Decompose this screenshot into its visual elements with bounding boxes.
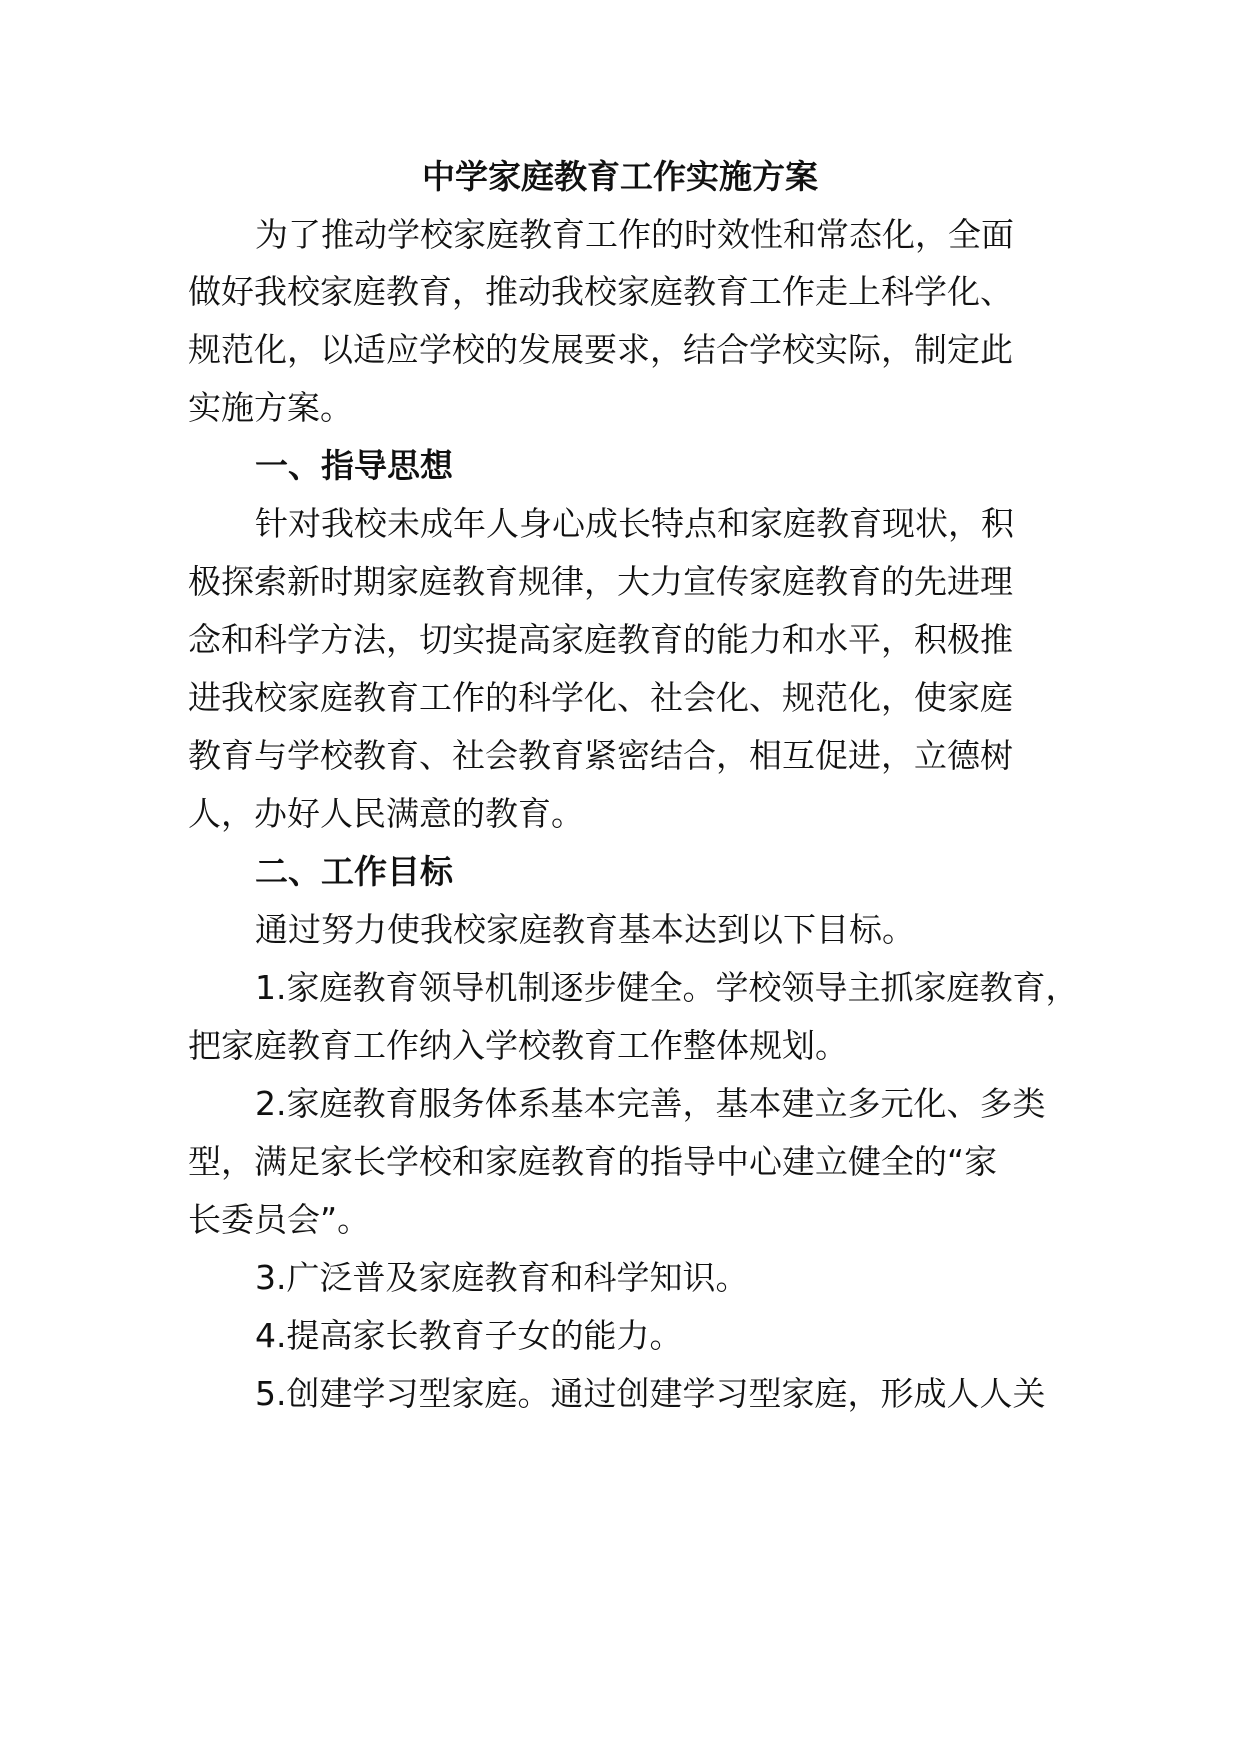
- goal-item-2: 2.家庭教育服务体系基本完善，基本建立多元化、多类: [255, 1084, 1046, 1123]
- paragraph-line: 把家庭教育工作纳入学校教育工作整体规划。: [188, 1026, 848, 1065]
- paragraph-line: 型，满足家长学校和家庭教育的指导中心建立健全的“家: [188, 1142, 998, 1181]
- goal-item-4: 4.提高家长教育子女的能力。: [255, 1316, 683, 1355]
- paragraph-line: 进我校家庭教育工作的科学化、社会化、规范化，使家庭: [188, 678, 1013, 717]
- section-heading-guiding-ideology: 一、指导思想: [255, 446, 453, 485]
- document-title: 中学家庭教育工作实施方案: [422, 157, 818, 196]
- paragraph-line: 人，办好人民满意的教育。: [188, 794, 584, 833]
- paragraph-line: 极探索新时期家庭教育规律，大力宣传家庭教育的先进理: [188, 562, 1013, 601]
- paragraph-line: 针对我校未成年人身心成长特点和家庭教育现状，积: [255, 504, 1014, 543]
- paragraph-line: 做好我校家庭教育，推动我校家庭教育工作走上科学化、: [188, 272, 1013, 311]
- paragraph-line: 长委员会”。: [188, 1200, 371, 1239]
- paragraph-line: 规范化，以适应学校的发展要求，结合学校实际，制定此: [188, 330, 1013, 369]
- section-heading-work-goals: 二、工作目标: [255, 852, 453, 891]
- paragraph-line: 为了推动学校家庭教育工作的时效性和常态化，全面: [255, 215, 1014, 254]
- goal-item-5: 5.创建学习型家庭。通过创建学习型家庭，形成人人关: [255, 1374, 1046, 1413]
- paragraph-line: 通过努力使我校家庭教育基本达到以下目标。: [255, 910, 915, 949]
- paragraph-line: 教育与学校教育、社会教育紧密结合，相互促进，立德树: [188, 736, 1013, 775]
- goal-item-3: 3.广泛普及家庭教育和科学知识。: [255, 1258, 749, 1297]
- paragraph-line: 念和科学方法，切实提高家庭教育的能力和水平，积极推: [188, 620, 1013, 659]
- goal-item-1: 1.家庭教育领导机制逐步健全。学校领导主抓家庭教育，: [255, 968, 1079, 1007]
- paragraph-line: 实施方案。: [188, 388, 353, 427]
